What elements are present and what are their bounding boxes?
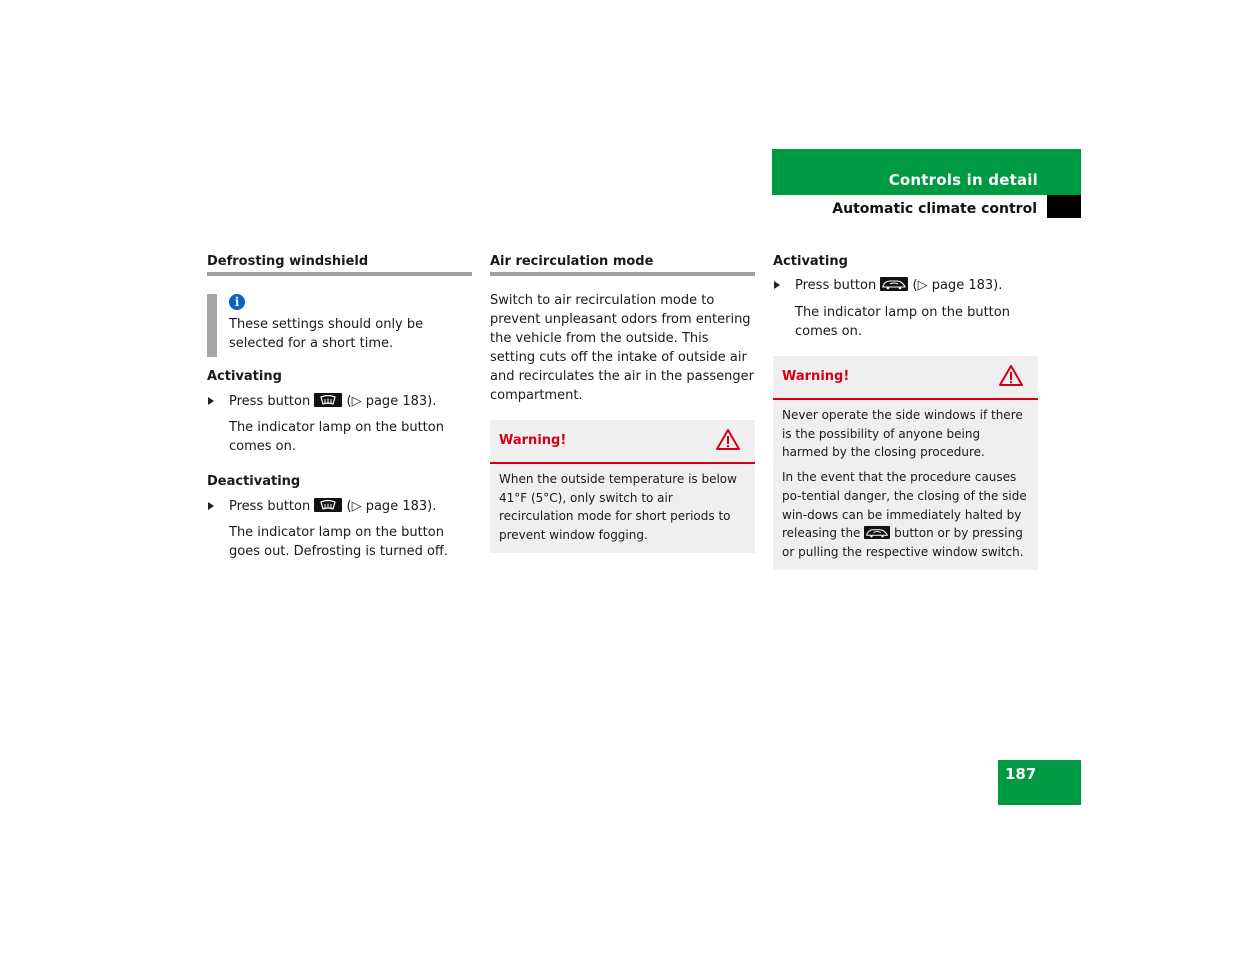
page-number-box <box>998 760 1081 805</box>
warning-triangle-icon <box>715 428 741 451</box>
warning-text-2: In the event that the procedure causes po-tential danger, the closing of the side win-dows can be immediately halted by releasing the button or by pressing or pulling the respective window switch. <box>782 470 1027 559</box>
chapter-header <box>772 149 1081 195</box>
bullet-arrow-icon <box>208 502 214 510</box>
warning-triangle-icon <box>998 364 1024 387</box>
defrost-button-icon <box>314 498 342 512</box>
column-recirculation <box>490 254 755 553</box>
column-defrost <box>207 254 472 561</box>
warning-text: When the outside temperature is below 41°F (5°C), only switch to air recirculation mode for short periods to prevent window fogging. <box>499 472 737 543</box>
warning-body <box>773 400 1038 570</box>
activating-title: Activating <box>207 369 282 384</box>
defrost-button-icon <box>314 393 342 407</box>
activating-result-col3: The indicator lamp on the button comes on. <box>795 305 1010 339</box>
warning-label: Warning! <box>782 369 850 384</box>
activating-step-col3: Press button (▷ page 183). <box>773 276 1038 295</box>
deactivating-title: Deactivating <box>207 474 301 489</box>
recirculation-button-icon <box>880 277 908 291</box>
section-title: Automatic climate control <box>832 201 1037 217</box>
recirculation-title: Air recirculation mode <box>490 254 755 276</box>
warning-body <box>490 464 755 553</box>
defrost-title: Defrosting windshield <box>207 254 472 276</box>
info-text: These settings should only be selected for a short time. <box>229 317 424 351</box>
warning-box-fogging <box>490 420 755 553</box>
recirculation-body: Switch to air recirculation mode to prevent unpleasant odors from entering the vehicle from the outside. This setting cuts off the intake of outside air and recirculates the air in the passenger compartment. <box>490 293 754 403</box>
activating-title-col3: Activating <box>773 254 848 269</box>
warning-box-windows <box>773 356 1038 570</box>
warning-header <box>490 420 755 464</box>
bullet-arrow-icon <box>774 281 780 289</box>
deactivating-step: Press button (▷ page 183). <box>207 497 472 516</box>
recirculation-button-icon <box>864 526 890 539</box>
section-marker <box>1047 195 1081 218</box>
info-bar <box>207 294 217 357</box>
activating-step: Press button (▷ page 183). <box>207 392 472 411</box>
activating-result: The indicator lamp on the button comes on. <box>229 420 444 454</box>
info-icon: i <box>229 294 245 310</box>
column-activating <box>773 254 1038 570</box>
deactivating-result: The indicator lamp on the button goes out. Defrosting is turned off. <box>229 525 449 559</box>
warning-text-1: Never operate the side windows if there is the possibility of anyone being harmed by the closing procedure. <box>782 408 1023 460</box>
warning-label: Warning! <box>499 433 567 448</box>
page-number: 187 <box>1005 765 1037 783</box>
bullet-arrow-icon <box>208 397 214 405</box>
info-box <box>207 294 472 353</box>
warning-header <box>773 356 1038 400</box>
chapter-title: Controls in detail <box>888 171 1038 189</box>
